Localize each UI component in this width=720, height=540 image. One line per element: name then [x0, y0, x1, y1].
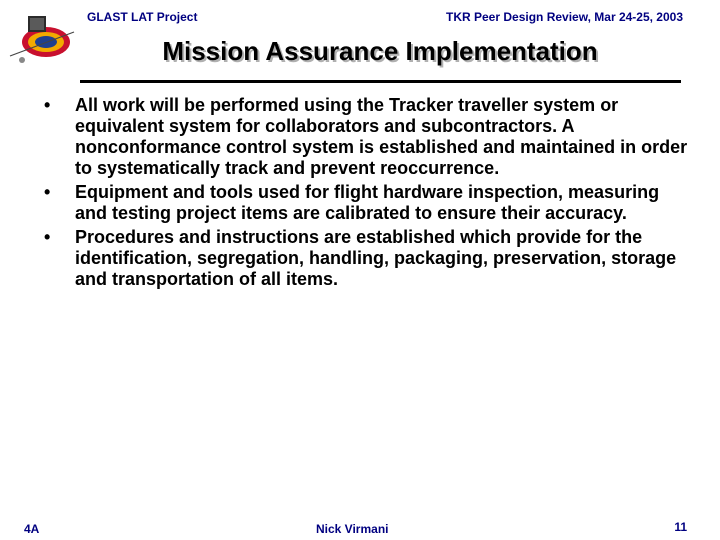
- bullet-icon: •: [44, 227, 51, 247]
- bullet-text: All work will be performed using the Tracker traveller system or equivalent system for collaborators and subcontractors. A nonconformance control system is established and maintained in order to systematically track and prevent reoccurrence.: [75, 95, 688, 178]
- footer-author: Nick Virmani: [316, 522, 389, 536]
- bullet-icon: •: [44, 95, 51, 115]
- footer-page-number: 11: [674, 520, 687, 534]
- bullet-item: [30, 227, 690, 290]
- bullet-item: [30, 95, 690, 179]
- slide-title: Mission Assurance Implementation: [162, 36, 598, 66]
- bullet-text: Procedures and instructions are established which provide for the identification, segregation, handling, packaging, preservation, storage and transportation of all items.: [75, 227, 677, 289]
- bullet-text: Equipment and tools used for flight hardware inspection, measuring and testing project items are calibrated to ensure their accuracy.: [75, 182, 660, 223]
- bullet-item: [30, 182, 690, 224]
- header-project: GLAST LAT Project: [87, 10, 198, 24]
- logo-dot: [19, 57, 25, 63]
- header-review: TKR Peer Design Review, Mar 24-25, 2003: [446, 10, 683, 24]
- footer-section: 4A: [24, 522, 40, 536]
- title-divider: [80, 80, 681, 83]
- glast-logo: [6, 8, 78, 68]
- bullet-icon: •: [44, 182, 51, 202]
- logo-satellite-panel: [30, 18, 44, 30]
- bullet-list: [30, 95, 690, 293]
